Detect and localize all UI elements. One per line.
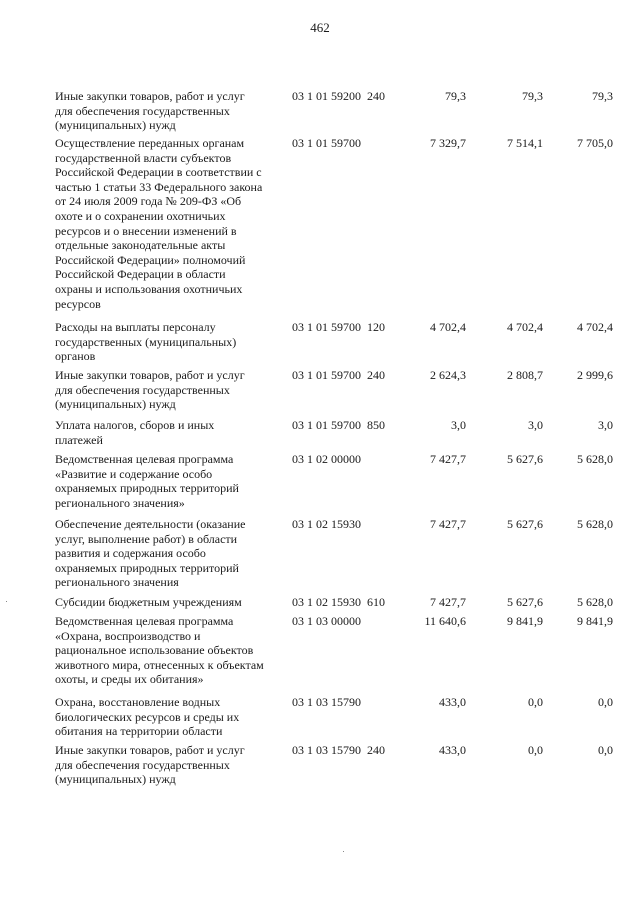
row-value-2: 5 627,6 <box>507 595 543 609</box>
row-value-1: 2 624,3 <box>430 368 466 382</box>
row-value-1: 7 427,7 <box>430 595 466 609</box>
row-code: 03 1 03 15790 <box>292 695 361 709</box>
row-description: Ведомственная целевая программа «Развитие и содержание особо охраняемых природных территорий регионального значения» <box>55 452 239 510</box>
row-code: 03 1 01 59700 850 <box>292 418 385 432</box>
row-value-1: 433,0 <box>439 695 466 709</box>
row-value-2: 7 514,1 <box>507 136 543 150</box>
row-description: Иные закупки товаров, работ и услуг для обеспечения государственных (муниципальных) нужд <box>55 368 245 412</box>
row-code: 03 1 03 00000 <box>292 614 361 628</box>
row-description: Уплата налогов, сборов и иных платежей <box>55 418 215 447</box>
row-value-3: 4 702,4 <box>577 320 613 334</box>
row-value-1: 4 702,4 <box>430 320 466 334</box>
row-code: 03 1 03 15790 240 <box>292 743 385 757</box>
row-description: Субсидии бюджетным учреждениям <box>55 595 242 609</box>
row-value-3: 79,3 <box>592 89 613 103</box>
row-code: 03 1 01 59700 <box>292 136 361 150</box>
row-value-2: 5 627,6 <box>507 452 543 466</box>
row-description: Иные закупки товаров, работ и услуг для обеспечения государственных (муниципальных) нужд <box>55 743 245 787</box>
row-value-3: 0,0 <box>598 695 613 709</box>
row-value-1: 7 427,7 <box>430 517 466 531</box>
row-code: 03 1 02 00000 <box>292 452 361 466</box>
row-value-1: 11 640,6 <box>424 614 466 628</box>
row-description: Расходы на выплаты персоналу государственных (муниципальных) органов <box>55 320 237 364</box>
row-value-3: 5 628,0 <box>577 517 613 531</box>
row-description: Обеспечение деятельности (оказание услуг, выполнение работ) в области развития и содержания особо охраняемых природных территорий регионального значения <box>55 517 246 590</box>
row-value-1: 79,3 <box>445 89 466 103</box>
row-value-2: 5 627,6 <box>507 517 543 531</box>
row-code: 03 1 01 59200 240 <box>292 89 385 103</box>
row-value-3: 0,0 <box>598 743 613 757</box>
row-value-1: 3,0 <box>451 418 466 432</box>
row-value-3: 5 628,0 <box>577 595 613 609</box>
row-value-3: 9 841,9 <box>577 614 613 628</box>
row-description: Иные закупки товаров, работ и услуг для обеспечения государственных (муниципальных) нужд <box>55 89 245 133</box>
row-value-3: 3,0 <box>598 418 613 432</box>
row-value-2: 0,0 <box>528 743 543 757</box>
row-value-1: 7 427,7 <box>430 452 466 466</box>
scan-speck <box>6 601 7 602</box>
row-code: 03 1 01 59700 120 <box>292 320 385 334</box>
row-value-2: 2 808,7 <box>507 368 543 382</box>
scan-speck <box>343 851 344 852</box>
row-value-3: 5 628,0 <box>577 452 613 466</box>
row-description: Ведомственная целевая программа «Охрана, воспроизводство и рациональное использование объектов животного мира, отнесенных к объектам охоты, и среды их обитания» <box>55 614 264 687</box>
row-code: 03 1 02 15930 610 <box>292 595 385 609</box>
row-value-2: 4 702,4 <box>507 320 543 334</box>
row-value-2: 79,3 <box>522 89 543 103</box>
row-value-3: 7 705,0 <box>577 136 613 150</box>
row-value-1: 7 329,7 <box>430 136 466 150</box>
row-value-3: 2 999,6 <box>577 368 613 382</box>
page-number: 462 <box>310 20 330 35</box>
row-value-2: 3,0 <box>528 418 543 432</box>
row-code: 03 1 01 59700 240 <box>292 368 385 382</box>
row-value-2: 9 841,9 <box>507 614 543 628</box>
row-value-2: 0,0 <box>528 695 543 709</box>
row-value-1: 433,0 <box>439 743 466 757</box>
row-description: Охрана, восстановление водных биологических ресурсов и среды их обитания на территории области <box>55 695 240 739</box>
row-code: 03 1 02 15930 <box>292 517 361 531</box>
row-description: Осуществление переданных органам государственной власти субъектов Российской Федерации в соответствии с частью 1 статьи 33 Федерального закона от 24 июля 2009 года № 209-ФЗ «Об охоте и о сохранении охотничьих ресурсов и о внесении изменений в отдельные законодательные акты Российской Федерации» полномочий Российской Федерации в области охраны и использования охотничьих ресурсов <box>55 136 263 311</box>
